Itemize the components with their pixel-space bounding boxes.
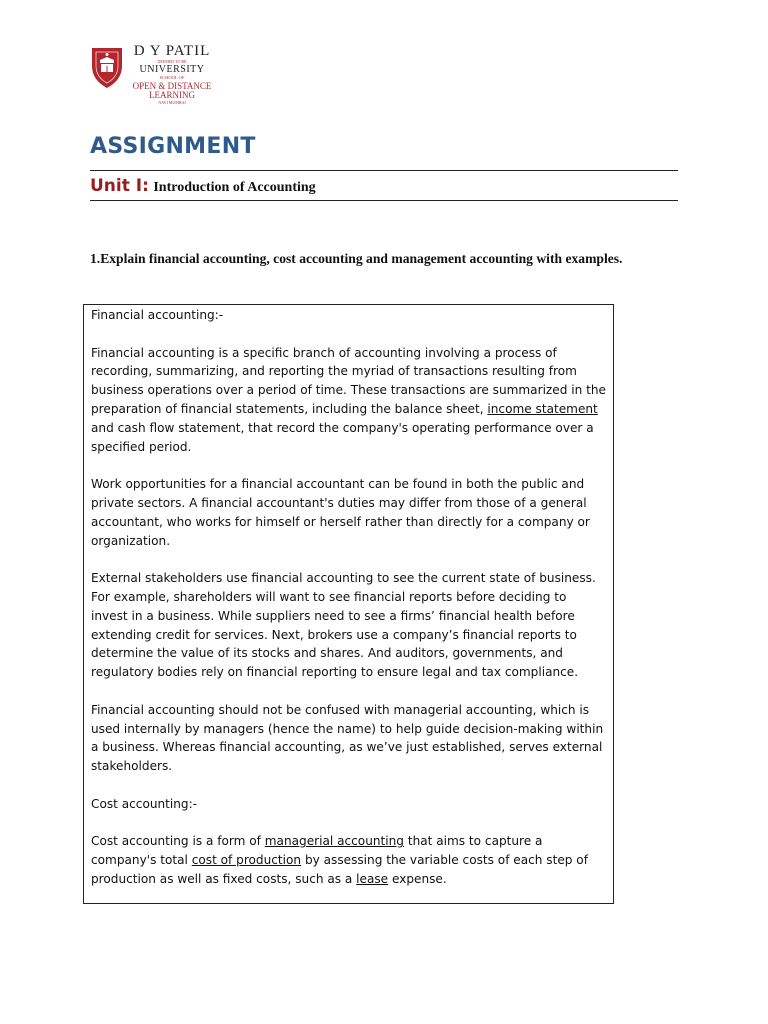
logo-deemed: DEEMED TO BE — [157, 59, 187, 64]
logo-university: UNIVERSITY — [139, 64, 205, 75]
cost-of-production-link[interactable]: cost of production — [191, 853, 302, 868]
income-statement-link[interactable]: income statement — [487, 401, 598, 416]
financial-accounting-heading: Financial accounting:- — [91, 308, 224, 322]
unit-divider — [90, 200, 678, 201]
title-divider — [90, 170, 678, 171]
answer-box — [83, 304, 614, 904]
shield-emblem-icon — [90, 46, 124, 90]
logo-name: D Y PATIL — [133, 43, 211, 59]
unit-label: Unit I: — [90, 176, 149, 196]
cost-paragraph-1: Cost accounting is a form of managerial accounting that aims to capture a company's total cost of production by assessing the variable costs of each step of production as well as fixed costs, such as a lease expense. — [91, 834, 588, 886]
financial-paragraph-2: Work opportunities for a financial accountant can be found in both the public and private sectors. A financial accountant's duties may differ from those of a general accountant, who works for himself or herself rather than directly for a company or organization. — [91, 477, 590, 548]
financial-paragraph-1: Financial accounting is a specific branch of accounting involving a process of recording, summarizing, and reporting the myriad of transactions resulting from business operations over a period of time. These transactions are summarized in the preparation of financial statements, including the balance sheet, income statement and cash flow statement, that record the company's operating performance over a specified period. — [91, 345, 606, 454]
lease-link[interactable]: lease — [356, 871, 389, 886]
financial-paragraph-4: Financial accounting should not be confused with managerial accounting, which is used internally by managers (hence the name) to help guide decision-making within a business. Whereas financial accounting, as we’ve just established, serves external stakeholders. — [91, 702, 604, 774]
logo-location: NAVI MUMBAI — [158, 99, 186, 105]
logo-open-distance: OPEN & DISTANCE — [132, 80, 212, 91]
financial-paragraph-3: External stakeholders use financial accounting to see the current state of business. For example, shareholders will want to see financial reports before deciding to invest in a business. While suppliers need to see a firms’ financial health before extending credit for services. Next, brokers use a company’s financial reports to determine the value of its stocks and shares. And auditors, governments, and regulatory bodies rely on financial reporting to ensure legal and tax compliance. — [91, 571, 596, 680]
logo-learning: LEARNING — [149, 89, 195, 100]
managerial-accounting-link[interactable]: managerial accounting — [264, 834, 404, 849]
unit-title: Introduction of Accounting — [153, 180, 316, 195]
logo-school-of: SCHOOL OF — [159, 75, 185, 80]
page-title: ASSIGNMENT — [90, 134, 256, 159]
unit-heading — [90, 176, 316, 196]
question-text: 1.Explain financial accounting, cost accounting and management accounting with examples. — [90, 251, 623, 266]
cost-accounting-heading: Cost accounting:- — [91, 796, 198, 811]
university-logo — [90, 44, 220, 104]
